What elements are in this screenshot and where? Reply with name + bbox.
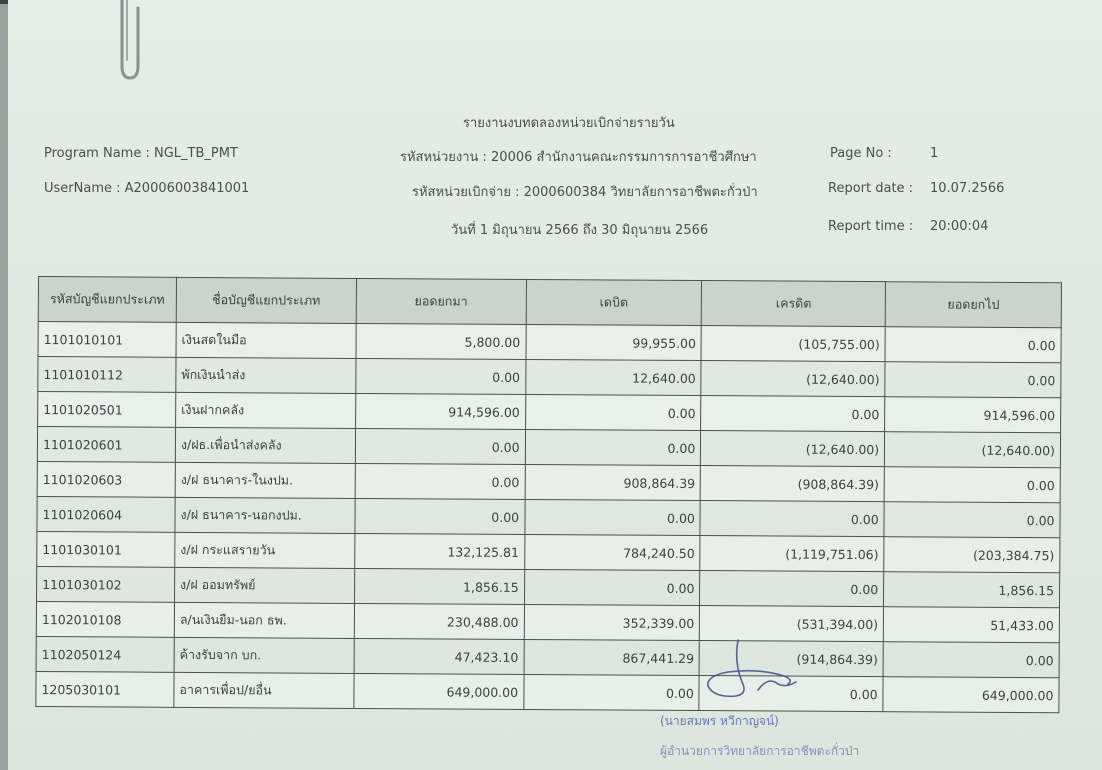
credit-amount: 0.00 bbox=[700, 501, 884, 537]
brought-forward-amount: 0.00 bbox=[355, 498, 525, 534]
debit-amount: 867,441.29 bbox=[524, 639, 700, 675]
carried-forward-amount: 51,433.00 bbox=[883, 607, 1059, 643]
account-code: 1102050124 bbox=[36, 636, 174, 672]
credit-amount: (12,640.00) bbox=[701, 431, 885, 467]
account-code: 1101030101 bbox=[37, 531, 175, 567]
brought-forward-amount: 0.00 bbox=[356, 358, 526, 394]
account-name: ง/ฝ ธนาคาร-ในงปม. bbox=[175, 462, 355, 498]
disbursing-unit-code: รหัสหน่วยเบิกจ่าย : 2000600384 วิทยาลัยการอาชีพตะกั่วป่า bbox=[412, 185, 758, 200]
account-code: 1101020601 bbox=[37, 427, 175, 463]
debit-amount: 12,640.00 bbox=[525, 359, 701, 395]
debit-amount: 99,955.00 bbox=[526, 324, 702, 360]
carried-forward-amount: 0.00 bbox=[884, 502, 1060, 538]
carried-forward-amount: 1,856.15 bbox=[884, 572, 1060, 608]
brought-forward-amount: 132,125.81 bbox=[355, 533, 525, 569]
brought-forward-amount: 230,488.00 bbox=[354, 603, 524, 639]
carried-forward-amount: (12,640.00) bbox=[885, 432, 1061, 468]
signatory-position: ผู้อำนวยการวิทยาลัยการอาชีพตะกั่วป่า bbox=[660, 744, 860, 758]
account-name: ง/ฝ ธนาคาร-นอกงปม. bbox=[175, 497, 355, 533]
header-account-code: รหัสบัญชีแยกประเภท bbox=[38, 277, 176, 323]
credit-amount: (1,119,751.06) bbox=[700, 536, 884, 572]
user-name: UserName : A20006003841001 bbox=[44, 181, 250, 196]
account-code: 1101030102 bbox=[37, 566, 175, 602]
debit-amount: 0.00 bbox=[525, 394, 701, 430]
department-code: รหัสหน่วยงาน : 20006 สำนักงานคณะกรรมการการอาชีวศึกษา bbox=[400, 150, 757, 165]
account-code: 1101010101 bbox=[38, 322, 176, 358]
report-page bbox=[8, 0, 1102, 770]
carried-forward-amount: 0.00 bbox=[885, 362, 1061, 398]
account-name: ล/นเงินยืม-นอก ธพ. bbox=[174, 602, 354, 638]
account-name: ง/ฝ กระแสรายวัน bbox=[175, 532, 355, 568]
debit-amount: 0.00 bbox=[525, 499, 701, 535]
brought-forward-amount: 914,596.00 bbox=[355, 393, 525, 429]
account-name: เงินฝากคลัง bbox=[176, 392, 356, 428]
debit-amount: 0.00 bbox=[524, 569, 700, 605]
brought-forward-amount: 1,856.15 bbox=[354, 568, 524, 604]
credit-amount: (105,755.00) bbox=[701, 326, 885, 362]
brought-forward-amount: 5,800.00 bbox=[356, 323, 526, 359]
header-credit: เครดิต bbox=[702, 281, 886, 327]
debit-amount: 0.00 bbox=[523, 674, 699, 710]
credit-amount: 0.00 bbox=[701, 396, 885, 432]
report-time-value: 20:00:04 bbox=[930, 219, 989, 234]
report-title: รายงานงบทดลองหน่วยเบิกจ่ายรายวัน bbox=[463, 116, 675, 131]
header-carried-forward: ยอดยกไป bbox=[885, 282, 1061, 328]
account-name: พักเงินนำส่ง bbox=[176, 357, 356, 393]
credit-amount: 0.00 bbox=[700, 571, 884, 607]
paperclip-icon bbox=[112, 0, 146, 82]
page-number-value: 1 bbox=[930, 146, 939, 161]
account-name: ง/ฝธ.เพื่อนำส่งคลัง bbox=[175, 427, 355, 463]
debit-amount: 352,339.00 bbox=[524, 604, 700, 640]
report-date-value: 10.07.2566 bbox=[930, 181, 1005, 196]
credit-amount: 0.00 bbox=[699, 676, 883, 712]
table-row bbox=[36, 671, 1059, 712]
signatory-name: (นายสมพร หวีกาญจน์) bbox=[660, 714, 779, 728]
account-code: 1101010112 bbox=[38, 357, 176, 393]
debit-amount: 0.00 bbox=[525, 429, 701, 465]
credit-amount: (531,394.00) bbox=[700, 606, 884, 642]
credit-amount: (12,640.00) bbox=[701, 361, 885, 397]
account-code: 1205030101 bbox=[36, 671, 174, 707]
trial-balance-table bbox=[35, 276, 1062, 713]
header-debit: เดบิต bbox=[526, 279, 702, 325]
account-code: 1102010108 bbox=[36, 601, 174, 637]
credit-amount: (914,864.39) bbox=[699, 641, 883, 677]
carried-forward-amount: 0.00 bbox=[884, 467, 1060, 503]
account-code: 1101020501 bbox=[38, 392, 176, 428]
header-brought-forward: ยอดยกมา bbox=[356, 278, 526, 324]
account-code: 1101020603 bbox=[37, 461, 175, 497]
brought-forward-amount: 0.00 bbox=[355, 428, 525, 464]
signature-scribble-icon bbox=[698, 632, 808, 702]
brought-forward-amount: 649,000.00 bbox=[354, 673, 524, 709]
report-date-range: วันที่ 1 มิถุนายน 2566 ถึง 30 มิถุนายน 2566 bbox=[451, 223, 709, 238]
debit-amount: 784,240.50 bbox=[524, 534, 700, 570]
carried-forward-amount: 0.00 bbox=[883, 642, 1059, 678]
program-name: Program Name : NGL_TB_PMT bbox=[44, 146, 238, 161]
brought-forward-amount: 0.00 bbox=[355, 463, 525, 499]
brought-forward-amount: 47,423.10 bbox=[354, 638, 524, 674]
carried-forward-amount: (203,384.75) bbox=[884, 537, 1060, 573]
table-header-row bbox=[38, 277, 1061, 328]
debit-amount: 908,864.39 bbox=[525, 464, 701, 500]
carried-forward-amount: 914,596.00 bbox=[885, 397, 1061, 433]
page-number-label: Page No : bbox=[830, 146, 892, 161]
account-name: เงินสดในมือ bbox=[176, 322, 356, 358]
account-name: ค้างรับจาก บก. bbox=[174, 637, 354, 673]
carried-forward-amount: 0.00 bbox=[885, 327, 1061, 363]
report-date-label: Report date : bbox=[828, 181, 914, 196]
account-code: 1101020604 bbox=[37, 496, 175, 532]
carried-forward-amount: 649,000.00 bbox=[883, 677, 1059, 713]
credit-amount: (908,864.39) bbox=[701, 466, 885, 502]
account-name: ง/ฝ ออมทรัพย์ bbox=[174, 567, 354, 603]
header-account-name: ชื่อบัญชีแยกประเภท bbox=[176, 277, 356, 323]
account-name: อาคารเพื่อป/ยอื่น bbox=[174, 672, 354, 708]
report-time-label: Report time : bbox=[828, 219, 914, 234]
